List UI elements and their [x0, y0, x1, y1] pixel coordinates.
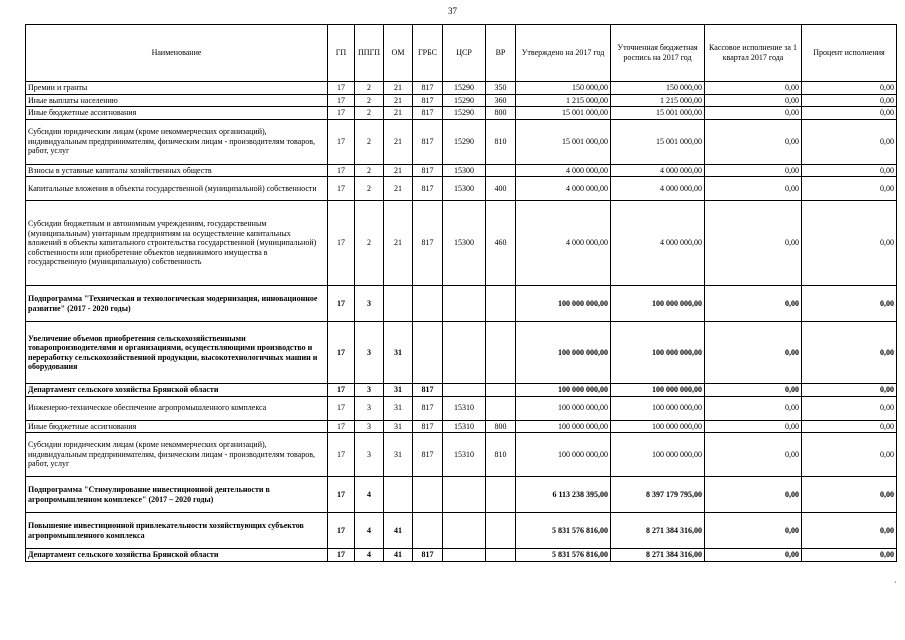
cell-vr: 800 [486, 107, 516, 120]
header-refined: Уточненная бюджетная роспись на 2017 год [611, 25, 705, 82]
cell-cash: 0,00 [705, 286, 802, 322]
page-number: 37 [448, 6, 457, 16]
cell-approved: 6 113 238 395,00 [516, 477, 611, 513]
cell-grbs: 817 [413, 107, 443, 120]
cell-percent: 0,00 [802, 420, 897, 433]
table-row [26, 94, 897, 107]
cell-csr: 15310 [443, 433, 486, 477]
cell-approved: 5 831 576 816,00 [516, 513, 611, 549]
cell-cash: 0,00 [705, 322, 802, 384]
table-row [26, 322, 897, 384]
cell-refined: 100 000 000,00 [611, 384, 705, 397]
header-cash: Кассовое исполнение за 1 квартал 2017 года [705, 25, 802, 82]
cell-grbs: 817 [413, 420, 443, 433]
table-row [26, 164, 897, 177]
cell-vr: 360 [486, 94, 516, 107]
cell-gp: 17 [328, 119, 355, 164]
table-row [26, 549, 897, 562]
cell-percent: 0,00 [802, 286, 897, 322]
cell-vr: 810 [486, 433, 516, 477]
cell-grbs: 817 [413, 201, 443, 286]
cell-vr [486, 396, 516, 420]
cell-vr [486, 322, 516, 384]
cell-gp: 17 [328, 177, 355, 201]
cell-refined: 100 000 000,00 [611, 433, 705, 477]
table-body [26, 82, 897, 562]
cell-gp: 17 [328, 384, 355, 397]
cell-gp: 17 [328, 164, 355, 177]
cell-grbs [413, 477, 443, 513]
cell-percent: 0,00 [802, 82, 897, 95]
cell-gp: 17 [328, 420, 355, 433]
cell-cash: 0,00 [705, 513, 802, 549]
cell-percent: 0,00 [802, 107, 897, 120]
cell-ppgp: 4 [355, 477, 384, 513]
cell-om: 21 [384, 107, 413, 120]
cell-ppgp: 3 [355, 420, 384, 433]
cell-ppgp: 2 [355, 201, 384, 286]
cell-name: Взносы в уставные капиталы хозяйственных обществ [26, 164, 328, 177]
cell-refined: 8 271 384 316,00 [611, 549, 705, 562]
cell-cash: 0,00 [705, 477, 802, 513]
cell-refined: 8 271 384 316,00 [611, 513, 705, 549]
cell-csr [443, 384, 486, 397]
cell-percent: 0,00 [802, 477, 897, 513]
table-row [26, 107, 897, 120]
cell-vr [486, 477, 516, 513]
cell-ppgp: 3 [355, 322, 384, 384]
table-row [26, 420, 897, 433]
cell-csr [443, 286, 486, 322]
cell-ppgp: 4 [355, 549, 384, 562]
cell-approved: 4 000 000,00 [516, 177, 611, 201]
cell-ppgp: 2 [355, 94, 384, 107]
cell-om: 21 [384, 119, 413, 164]
cell-om [384, 286, 413, 322]
cell-percent: 0,00 [802, 513, 897, 549]
cell-percent: 0,00 [802, 396, 897, 420]
cell-om: 21 [384, 94, 413, 107]
cell-om: 21 [384, 164, 413, 177]
cell-name: Капитальные вложения в объекты государственной (муниципальной) собственности [26, 177, 328, 201]
cell-om: 31 [384, 384, 413, 397]
cell-approved: 4 000 000,00 [516, 201, 611, 286]
cell-name: Инженерно-техническое обеспечение агропромышленного комплекса [26, 396, 328, 420]
cell-refined: 100 000 000,00 [611, 322, 705, 384]
cell-grbs [413, 513, 443, 549]
cell-approved: 100 000 000,00 [516, 322, 611, 384]
cell-grbs: 817 [413, 177, 443, 201]
table-row [26, 286, 897, 322]
cell-gp: 17 [328, 433, 355, 477]
cell-approved: 5 831 576 816,00 [516, 549, 611, 562]
cell-name: Подпрограмма "Стимулирование инвестиционной деятельности в агропромышленном комплексе" (2017 – 2020 годы) [26, 477, 328, 513]
cell-om: 21 [384, 177, 413, 201]
table-row [26, 477, 897, 513]
cell-percent: 0,00 [802, 549, 897, 562]
cell-csr: 15310 [443, 396, 486, 420]
cell-gp: 17 [328, 549, 355, 562]
cell-csr: 15300 [443, 164, 486, 177]
cell-om: 31 [384, 420, 413, 433]
cell-name: Субсидии бюджетным и автономным учреждениям, государственным (муниципальным) унитарным предприятиям на осуществление капитальных вложений в объекты капитального строительства государственной (муниципальной) собственности или приобретение объектов недвижимого имущества в государственную (муниципальную) собственность [26, 201, 328, 286]
cell-csr: 15290 [443, 107, 486, 120]
cell-gp: 17 [328, 107, 355, 120]
margin-mark: · [894, 578, 897, 587]
cell-vr [486, 549, 516, 562]
cell-grbs: 817 [413, 119, 443, 164]
cell-approved: 15 001 000,00 [516, 107, 611, 120]
cell-name: Иные бюджетные ассигнования [26, 420, 328, 433]
cell-grbs: 817 [413, 549, 443, 562]
cell-csr: 15290 [443, 119, 486, 164]
cell-percent: 0,00 [802, 94, 897, 107]
cell-ppgp: 3 [355, 396, 384, 420]
cell-refined: 4 000 000,00 [611, 201, 705, 286]
cell-csr: 15310 [443, 420, 486, 433]
cell-ppgp: 3 [355, 433, 384, 477]
table-row [26, 384, 897, 397]
cell-ppgp: 3 [355, 384, 384, 397]
cell-ppgp: 2 [355, 119, 384, 164]
cell-gp: 17 [328, 82, 355, 95]
cell-name: Субсидии юридическим лицам (кроме некоммерческих организаций), индивидуальным предпринимателям, физическим лицам - производителям товаров, работ, услуг [26, 433, 328, 477]
cell-refined: 15 001 000,00 [611, 119, 705, 164]
cell-cash: 0,00 [705, 384, 802, 397]
cell-percent: 0,00 [802, 201, 897, 286]
cell-cash: 0,00 [705, 433, 802, 477]
cell-grbs: 817 [413, 433, 443, 477]
cell-gp: 17 [328, 94, 355, 107]
cell-om: 31 [384, 322, 413, 384]
cell-name: Увеличение объемов приобретения сельскохозяйственными товаропроизводителями и организациями, осуществляющими производство и переработку сельскохозяйственной продукции, высокотехнологичных машин и оборудования [26, 322, 328, 384]
cell-cash: 0,00 [705, 549, 802, 562]
header-row [26, 25, 897, 82]
cell-percent: 0,00 [802, 433, 897, 477]
header-approved: Утверждено на 2017 год [516, 25, 611, 82]
cell-refined: 8 397 179 795,00 [611, 477, 705, 513]
budget-table [25, 24, 897, 562]
cell-ppgp: 3 [355, 286, 384, 322]
cell-percent: 0,00 [802, 164, 897, 177]
cell-cash: 0,00 [705, 201, 802, 286]
table-row [26, 82, 897, 95]
cell-csr: 15290 [443, 82, 486, 95]
cell-percent: 0,00 [802, 177, 897, 201]
cell-ppgp: 2 [355, 164, 384, 177]
cell-csr [443, 513, 486, 549]
cell-om [384, 477, 413, 513]
cell-csr: 15290 [443, 94, 486, 107]
cell-csr: 15300 [443, 177, 486, 201]
cell-percent: 0,00 [802, 119, 897, 164]
cell-gp: 17 [328, 201, 355, 286]
cell-refined: 4 000 000,00 [611, 164, 705, 177]
cell-ppgp: 2 [355, 177, 384, 201]
cell-ppgp: 2 [355, 107, 384, 120]
cell-refined: 1 215 000,00 [611, 94, 705, 107]
cell-om: 41 [384, 549, 413, 562]
header-grbs: ГРБС [413, 25, 443, 82]
cell-csr [443, 322, 486, 384]
cell-refined: 15 001 000,00 [611, 107, 705, 120]
cell-csr [443, 477, 486, 513]
cell-approved: 4 000 000,00 [516, 164, 611, 177]
cell-gp: 17 [328, 513, 355, 549]
cell-approved: 150 000,00 [516, 82, 611, 95]
cell-approved: 100 000 000,00 [516, 286, 611, 322]
cell-gp: 17 [328, 396, 355, 420]
table-row [26, 201, 897, 286]
cell-refined: 100 000 000,00 [611, 286, 705, 322]
cell-name: Департамент сельского хозяйства Брянской области [26, 549, 328, 562]
cell-approved: 100 000 000,00 [516, 433, 611, 477]
cell-ppgp: 4 [355, 513, 384, 549]
cell-vr: 800 [486, 420, 516, 433]
cell-gp: 17 [328, 286, 355, 322]
cell-grbs: 817 [413, 384, 443, 397]
header-ppgp: ППГП [355, 25, 384, 82]
cell-grbs [413, 322, 443, 384]
cell-vr: 810 [486, 119, 516, 164]
cell-cash: 0,00 [705, 164, 802, 177]
cell-grbs [413, 286, 443, 322]
table-row [26, 119, 897, 164]
cell-percent: 0,00 [802, 322, 897, 384]
cell-ppgp: 2 [355, 82, 384, 95]
cell-name: Повышение инвестиционной привлекательности хозяйствующих субъектов агропромышленного комплекса [26, 513, 328, 549]
cell-vr: 460 [486, 201, 516, 286]
header-gp: ГП [328, 25, 355, 82]
cell-vr [486, 286, 516, 322]
cell-csr: 15300 [443, 201, 486, 286]
cell-vr [486, 513, 516, 549]
table-row [26, 433, 897, 477]
cell-vr [486, 384, 516, 397]
cell-grbs: 817 [413, 94, 443, 107]
cell-grbs: 817 [413, 396, 443, 420]
cell-approved: 100 000 000,00 [516, 396, 611, 420]
cell-refined: 100 000 000,00 [611, 420, 705, 433]
cell-approved: 100 000 000,00 [516, 384, 611, 397]
header-csr: ЦСР [443, 25, 486, 82]
cell-om: 31 [384, 433, 413, 477]
cell-refined: 4 000 000,00 [611, 177, 705, 201]
cell-cash: 0,00 [705, 94, 802, 107]
header-percent: Процент исполнения [802, 25, 897, 82]
cell-gp: 17 [328, 322, 355, 384]
cell-csr [443, 549, 486, 562]
cell-om: 41 [384, 513, 413, 549]
cell-vr: 350 [486, 82, 516, 95]
cell-name: Иные выплаты населению [26, 94, 328, 107]
header-om: ОМ [384, 25, 413, 82]
cell-vr [486, 164, 516, 177]
cell-name: Премии и гранты [26, 82, 328, 95]
cell-percent: 0,00 [802, 384, 897, 397]
cell-grbs: 817 [413, 164, 443, 177]
cell-om: 21 [384, 201, 413, 286]
cell-om: 31 [384, 396, 413, 420]
cell-cash: 0,00 [705, 420, 802, 433]
cell-gp: 17 [328, 477, 355, 513]
cell-cash: 0,00 [705, 82, 802, 95]
header-vr: ВР [486, 25, 516, 82]
cell-refined: 150 000,00 [611, 82, 705, 95]
header-name: Наименование [26, 25, 328, 82]
table-row [26, 396, 897, 420]
cell-name: Подпрограмма "Техническая и технологическая модернизация, инновационное развитие" (2017 - 2020 годы) [26, 286, 328, 322]
cell-name: Иные бюджетные ассигнования [26, 107, 328, 120]
cell-grbs: 817 [413, 82, 443, 95]
cell-approved: 100 000 000,00 [516, 420, 611, 433]
cell-name: Департамент сельского хозяйства Брянской области [26, 384, 328, 397]
cell-om: 21 [384, 82, 413, 95]
cell-cash: 0,00 [705, 177, 802, 201]
cell-refined: 100 000 000,00 [611, 396, 705, 420]
cell-cash: 0,00 [705, 396, 802, 420]
table-row [26, 177, 897, 201]
cell-approved: 15 001 000,00 [516, 119, 611, 164]
cell-name: Субсидии юридическим лицам (кроме некоммерческих организаций), индивидуальным предпринимателям, физическим лицам - производителям товаров, работ, услуг [26, 119, 328, 164]
cell-cash: 0,00 [705, 119, 802, 164]
cell-cash: 0,00 [705, 107, 802, 120]
cell-approved: 1 215 000,00 [516, 94, 611, 107]
cell-vr: 400 [486, 177, 516, 201]
table-row [26, 513, 897, 549]
